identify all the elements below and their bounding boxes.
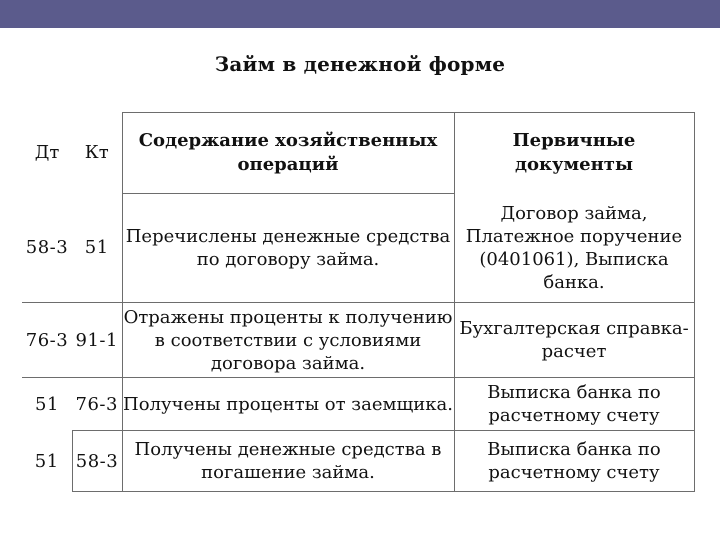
table-row xyxy=(22,378,694,431)
header-content: Содержание хозяйственных операций xyxy=(122,113,454,194)
accounting-table xyxy=(22,112,695,492)
row-4-dt: 51 xyxy=(34,450,59,472)
table-row xyxy=(22,303,694,378)
header-dt: Дт xyxy=(34,142,60,163)
row-4-content: Получены денежные средства в погашение займа. xyxy=(122,431,454,492)
slide-title: Займ в денежной форме xyxy=(214,52,506,76)
row-2-kt: 91-1 xyxy=(72,303,122,378)
row-3-dt: 51 xyxy=(35,393,59,415)
table-row xyxy=(22,194,694,303)
row-3-documents: Выписка банка по расчетному счету xyxy=(454,378,694,431)
table-header-row xyxy=(22,113,694,194)
row-3-kt: 76-3 xyxy=(72,378,122,431)
header-kt: Кт xyxy=(72,113,122,194)
row-4-documents: Выписка банка по расчетному счету xyxy=(454,431,694,492)
row-1-content: Перечислены денежные средства по договору займа. xyxy=(122,194,454,303)
row-2-documents: Бухгалтерская справка-расчет xyxy=(454,303,694,378)
row-2-dt: 76-3 xyxy=(22,303,72,378)
row-1-kt: 51 xyxy=(72,194,122,303)
header-documents: Первичные документы xyxy=(454,113,694,194)
accounting-table-container xyxy=(22,112,694,492)
row-4-kt: 58-3 xyxy=(72,431,122,492)
row-1-dt: 58-3 xyxy=(25,237,69,259)
row-2-content: Отражены проценты к получению в соответствии с условиями договора займа. xyxy=(122,303,454,378)
top-accent-bar xyxy=(0,0,720,28)
row-1-documents: Договор займа, Платежное поручение (0401061), Выписка банка. xyxy=(454,194,694,303)
table-row xyxy=(22,431,694,492)
row-3-content: Получены проценты от заемщика. xyxy=(122,378,454,431)
